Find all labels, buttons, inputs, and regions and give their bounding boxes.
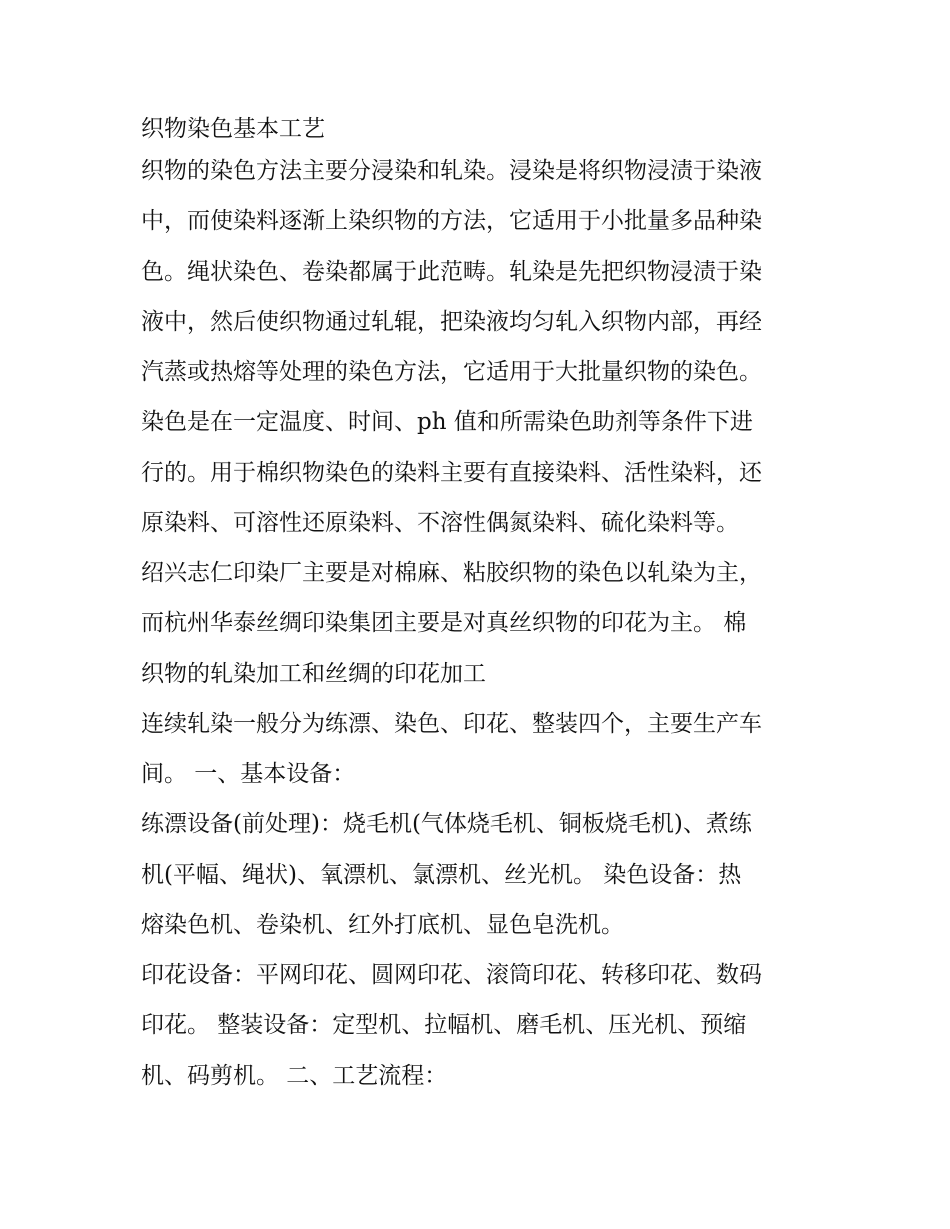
text-line: 练漂设备(前处理)：烧毛机(气体烧毛机、铜板烧毛机)、煮练 — [141, 811, 752, 838]
text-line: 间。 一、基本设备： — [141, 761, 356, 787]
text-line: 机、码剪机。 二、工艺流程： — [141, 1062, 448, 1089]
document-body — [141, 112, 821, 1093]
text-line: 机(平幅、绳状)、氧漂机、氯漂机、丝光机。 染色设备：热 — [141, 861, 742, 888]
text-line: 织物的染色方法主要分浸染和轧染。浸染是将织物浸渍于染液 — [141, 158, 762, 184]
text-line: 而杭州华泰丝绸印染集团主要是对真丝织物的印花为主。 棉 — [141, 610, 747, 637]
text-line: 行的。用于棉织物染色的染料主要有直接染料、活性染料，还 — [141, 459, 762, 486]
text-line: 中，而使染料逐渐上染织物的方法，它适用于小批量多品种染 — [141, 208, 762, 235]
document-title: 织物染色基本工艺 — [141, 116, 325, 142]
text-line: 色。绳状染色、卷染都属于此范畴。轧染是先把织物浸渍于染 — [141, 258, 762, 285]
text-line: 汽蒸或热熔等处理的染色方法，它适用于大批量织物的染色。 — [141, 359, 762, 385]
text-line: 印花设备：平网印花、圆网印花、滚筒印花、转移印花、数码 — [141, 962, 762, 988]
text-line: 染色是在一定温度、时间、ph 值和所需染色助剂等条件下进 — [141, 409, 753, 436]
text-line: 绍兴志仁印染厂主要是对棉麻、粘胶织物的染色以轧染为主， — [141, 560, 762, 586]
text-line: 熔染色机、卷染机、红外打底机、显色皂洗机。 — [141, 911, 624, 938]
text-line: 印花。 整装设备：定型机、拉幅机、磨毛机、压光机、预缩 — [141, 1012, 747, 1039]
text-line: 连续轧染一般分为练漂、染色、印花、整装四个，主要生产车 — [141, 710, 762, 737]
text-line: 原染料、可溶性还原染料、不溶性偶氮染料、硫化染料等。 — [141, 509, 739, 536]
text-line: 织物的轧染加工和丝绸的印花加工 — [141, 660, 486, 687]
text-line: 液中，然后使织物通过轧辊，把染液均匀轧入织物内部，再经 — [141, 308, 762, 335]
